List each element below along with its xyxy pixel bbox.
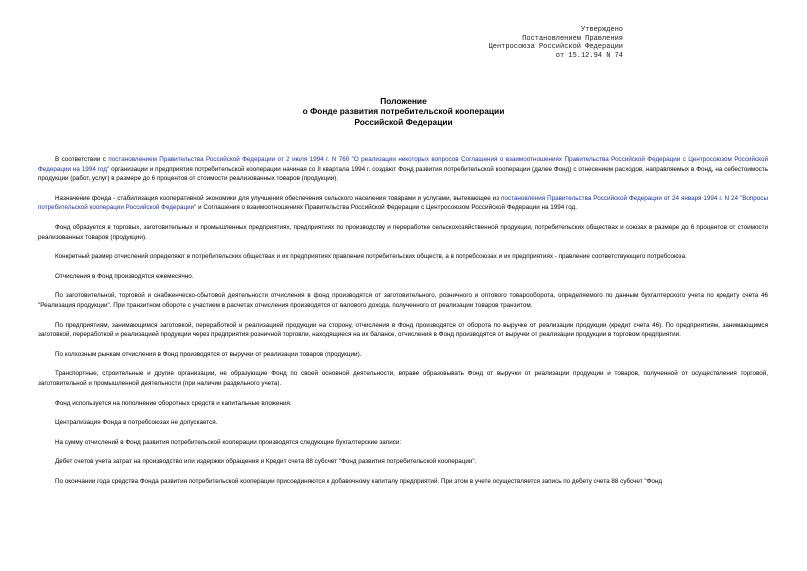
- paragraph: Конкретный размер отчислений определяют в потребительских обществах и их предприятиях правления потребительских обществ, а в потребсоюзах и их предприятиях - правление соответствующего потребсоюза.: [55, 253, 687, 261]
- paragraph: Назначение фонда - стабилизация кооперативной экономики для улучшения обеспечения сельского населения товарами и услугами, вытекающее из постановления Правительства Российской Федерации от 24 января 1994 г. N 24 "Вопросы потребительской кооперации Российской Федерации" и Соглашения о взаимоотношениях Правительства Российской Федерации с Центросоюзом Российской Федерации на 1994 год.: [38, 194, 768, 212]
- approval-stamp: [489, 26, 623, 60]
- paragraph: Фонд используется на пополнение оборотных средств и капитальные вложения.: [55, 399, 292, 407]
- paragraph: Транспортные, строительные и другие организации, не образующие Фонд по своей основной деятельности, вправе образовывать Фонд от выручки от реализации продукции и товаров, полученной от осуществления торговой, заготовительной и промышленной деятельности (при наличии раздельного учета).: [38, 370, 768, 387]
- paragraph: По заготовительной, торговой и снабженческо-сбытовой деятельности отчисления в фонд производятся от заготовительного, розничного и оптового товарооборота, определяемого по данным бухгалтерского учета по кредиту счета 46 "Реализация продукции". При транзитном обороте с участием в расчетах отчисления производятся от валового дохода, полученного от реализации товаров транзитом.: [38, 292, 768, 309]
- paragraph: По колхозным рынкам отчисления в Фонд производятся от выручки от реализации товаров (продукции).: [55, 350, 362, 358]
- document-title: [0, 96, 807, 127]
- approval-line: Постановлением Правления: [522, 34, 623, 43]
- paragraph: По окончании года средства Фонда развития потребительской кооперации присоединяются к добавочному капиталу предприятий. При этом в учете осуществляется запись по дебету счета 88 субсчет "Фонд: [55, 477, 663, 485]
- title-line: Положение: [380, 96, 427, 106]
- paragraph: Централизация Фонда в потребсоюзах не допускается.: [55, 419, 218, 427]
- paragraph: На сумму отчислений в Фонд развития потребительской кооперации производятся следующие бухгалтерские записи:: [55, 438, 402, 446]
- law-link[interactable]: постановлением Правительства Российской Федерации от 2 июля 1994 г. N 760 "О реализации некоторых вопросов Соглашения о взаимоотношениях Правительства Российской Федерации с Центросоюзом Российской Федерации на 1994 год": [38, 156, 769, 173]
- document-body: [38, 155, 768, 496]
- paragraph: Дебет счетов учета затрат на производство или издержки обращения и Кредит счета 88 субсчет "Фонд развития потребительской кооперации".: [55, 458, 477, 466]
- paragraph: Отчисления в Фонд производятся ежемесячно.: [55, 272, 194, 280]
- paragraph: По предприятиям, занимающимся заготовкой, переработкой и реализацией продукции на сторону, отчисления в Фонд производятся от оборота по выручке от реализации продукции (кредит счета 46). По предприятиям, занимающимся заготовкой, переработкой и реализацией продукции через предприятия розничной торговли, находящиеся на их балансе, отчисления в Фонд производятся от выручки от реализации продукции в торговом предприятии.: [38, 321, 768, 339]
- title-line: Российской Федерации: [354, 116, 453, 127]
- approval-line: Центросоюза Российской Федерации: [488, 43, 623, 52]
- paragraph: Фонд образуется в торговых, заготовительных и промышленных предприятиях, предприятиях по производству и переработке сельскохозяйственной продукции, потребительских обществах и союзах в размере до 6 процентов от стоимости реализованных товаров (продукции).: [38, 223, 768, 241]
- paragraph: В соответствии с постановлением Правительства Российской Федерации от 2 июля 1994 г. N 760 "О реализации некоторых вопросов Соглашения о взаимоотношениях Правительства Российской Федерации с Центросоюзом Российской Федерации на 1994 год" организации и предприятия потребительской кооперации начиная со II квартала 1994 г. создают Фонд развития потребительской кооперации (далее Фонд) с отнесением расходов, направляемых в Фонд, на себестоимость продукции (работ, услуг) в размере до 6 процентов от стоимости реализованных товаров (продукции).: [38, 156, 769, 183]
- title-line: о Фонде развития потребительской кооперации: [302, 106, 505, 117]
- approval-line: Утверждено: [580, 26, 623, 34]
- law-link[interactable]: постановления Правительства Российской Федерации от 24 января 1994 г. N 24 "Вопросы потребительской кооперации Российской Федерации": [38, 194, 768, 212]
- approval-line: от 15.12.94 N 74: [555, 51, 623, 60]
